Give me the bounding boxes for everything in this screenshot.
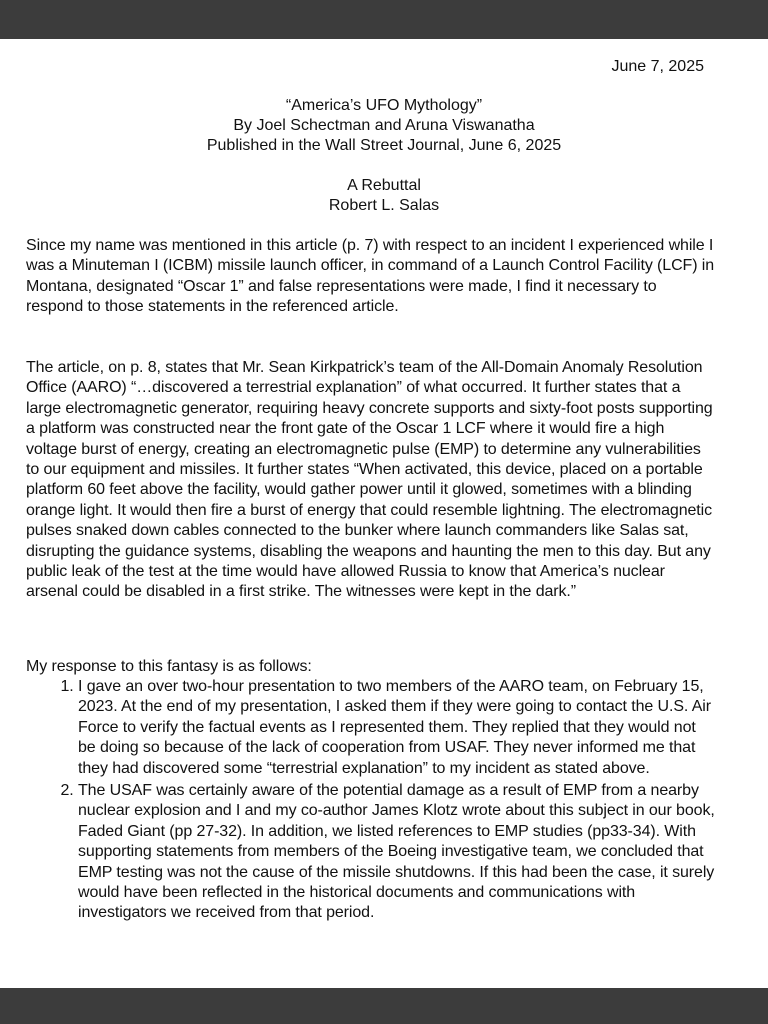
paragraph-article-claims: The article, on p. 8, states that Mr. Sean Kirkpatrick’s team of the All-Domain Anomaly Resolution Office (AARO) “…discovered a terrestrial explanation” of what occurred. It further states that a large electromagnetic generator, requiring heavy concrete supports and sixty-foot posts supporting a platform was constructed near the front gate of the Oscar 1 LCF where it would fire a high voltage burst of energy, creating an electromagnetic pulse (EMP) to determine any vulnerabilities to our equipment and missiles. It further states “When activated, this device, placed on a portable platform 60 feet above the facility, would gather power until it glowed, sometimes with a blinding orange light. It would then fire a burst of energy that could resemble lightning. The electromagnetic pulses snaked down cables connected to the bunker where launch commanders like Salas sat, disrupting the guidance systems, disabling the weapons and haunting the men to this day. But any public leak of the test at the time would have allowed Russia to know that America’s nuclear arsenal could be disabled in a first strike. The witnesses were kept in the dark.” bbox=[26, 359, 713, 601]
document-date: June 7, 2025 bbox=[611, 58, 704, 75]
bottom-dark-bar bbox=[0, 988, 768, 1024]
article-title: “America’s UFO Mythology” bbox=[285, 97, 483, 114]
document-page bbox=[0, 39, 768, 988]
response-list bbox=[26, 677, 716, 926]
top-dark-bar bbox=[0, 0, 768, 39]
response-item-1: 1. I gave an over two-hour presentation to two members of the AARO team, on February 15, 2023. At the end of my presentation, I asked them if they were going to contact the U.S. Air Force to verify the factual events as I represented them. They replied that they would not be doing so because of the lack of cooperation from USAF. They never informed me that they had discovered some “terrestrial explanation” to my incident as stated above. bbox=[78, 677, 716, 779]
article-reference bbox=[0, 96, 768, 156]
article-authors: By Joel Schectman and Aruna Viswanatha bbox=[233, 117, 535, 134]
paragraph-response-lead: My response to this fantasy is as follows: bbox=[26, 658, 312, 675]
rebuttal-heading: A Rebuttal bbox=[347, 177, 421, 194]
response-item-2: 2. The USAF was certainly aware of the potential damage as a result of EMP from a nearby nuclear explosion and I and my co-author James Klotz wrote about this subject in our book, Faded Giant (pp 27-32). In addition, we listed references to EMP studies (pp33-34). With supporting statements from members of the Boeing investigative team, we concluded that EMP testing was not the cause of the missile shutdowns. If this had been the case, it surely would have been reflected in the historical documents and communications with investigators we received from that period. bbox=[78, 781, 716, 924]
rebuttal-author: Robert L. Salas bbox=[328, 197, 440, 214]
rebuttal-heading-block bbox=[0, 176, 768, 216]
paragraph-intro: Since my name was mentioned in this article (p. 7) with respect to an incident I experienced while I was a Minuteman I (ICBM) missile launch officer, in command of a Launch Control Facility (LCF) in Montana, designated “Oscar 1” and false representations were made, I find it necessary to respond to those statements in the referenced article. bbox=[26, 237, 715, 316]
article-publication: Published in the Wall Street Journal, June 6, 2025 bbox=[206, 137, 562, 154]
